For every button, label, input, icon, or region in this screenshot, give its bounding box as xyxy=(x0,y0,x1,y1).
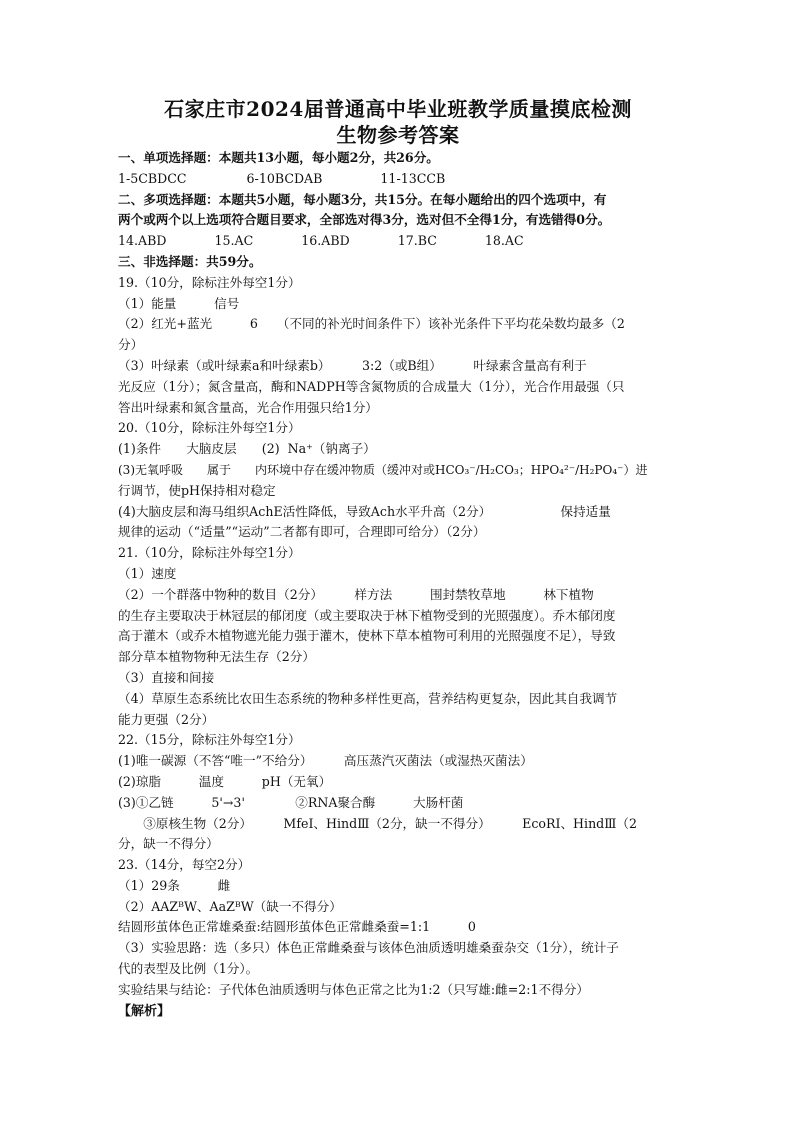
section1-answers xyxy=(118,169,678,190)
page-subtitle: 生物参考答案 xyxy=(336,123,460,147)
answer-line: （1）29条 雌 xyxy=(118,877,231,893)
section1-heading: 一、单项选择题：本题共13小题，每小题2分，共26分。 xyxy=(118,150,439,165)
answer-line: 实验结果与结论：子代体色油质透明与体色正常之比为1:2（只写雄:雌=2:1不得分） xyxy=(118,981,589,997)
answer-line: 20.（10分，除标注外每空1分） xyxy=(118,420,301,436)
answer-line: 23.（14分，每空2分） xyxy=(118,857,251,873)
answer-line: 19.（10分，除标注外每空1分） xyxy=(118,274,301,290)
section2-heading-a: 二、多项选择题：本题共5小题，每小题3分，共15分。在每小题给出的四个选项中，有 xyxy=(118,191,607,207)
answer-line: (3)①乙链 5'→3' ②RNA聚合酶 大肠杆菌 xyxy=(118,794,464,810)
section2-heading-b: 两个或两个以上选项符合题目要求，全部选对得3分，选对但不全得1分，有选错得0分。 xyxy=(118,212,611,228)
answer-line: （1）速度 xyxy=(118,565,177,581)
answer-line: 光反应（1分）；氮含量高，酶和NADPH等含氮物质的合成量大（1分），光合作用最强（只 xyxy=(118,378,625,394)
page-title: 石家庄市2024届普通高中毕业班教学质量摸底检测 xyxy=(164,97,632,121)
answer-line: 的生存主要取决于林冠层的郁闭度（或主要取决于林下植物受到的光照强度）。乔木郁闭度 xyxy=(118,607,616,623)
answer-line: 能力更强（2分） xyxy=(118,711,215,727)
answer-line: 规律的运动（“适量”“运动”二者都有即可，合理即可给分）（2分） xyxy=(118,524,486,540)
answer-item: 18.AC xyxy=(484,233,524,249)
answer-line: （3）实验思路：选（多只）体色正常雌桑蚕与该体色油质透明雄桑蚕杂交（1分），统计子 xyxy=(118,940,619,956)
answer-line: 代的表型及比例（1分）。 xyxy=(118,961,259,977)
answer-body xyxy=(118,273,678,1001)
answer-item: 17.BC xyxy=(397,233,437,249)
answer-line: 21.（10分，除标注外每空1分） xyxy=(118,545,301,561)
answer-line: （3）直接和间接 xyxy=(118,669,215,685)
section2-answers xyxy=(118,231,678,252)
answer-line: （2）AAZᴮW、AaZᴮW（缺一不得分） xyxy=(118,898,342,914)
answer-line: 分） xyxy=(118,337,144,353)
answer-line: （4）草原生态系统比农田生态系统的物种多样性更高，营养结构更复杂，因此其自我调节 xyxy=(118,690,618,706)
answer-item: 14.ABD xyxy=(118,233,167,249)
answer-line: (4)大脑皮层和海马组织AchE活性降低，导致Ach水平升高（2分） 保持适量 xyxy=(118,503,611,519)
answer-line: （2）红光+蓝光 6 （不同的补光时间条件下）该补光条件下平均花朵数均最多（2 xyxy=(118,316,625,332)
answer-line: ③原核生物（2分） MfeⅠ、HindⅢ（2分，缺一不得分） EcoRⅠ、HindⅢ（2 xyxy=(118,815,637,831)
answer-group: 1-5CBDCC xyxy=(118,170,187,186)
section3-heading: 三、非选择题：共59分。 xyxy=(118,253,262,269)
answer-line: （1）能量 信号 xyxy=(118,295,240,311)
answer-line: (1)唯一碳源（不答“唯一”不给分） 高压蒸汽灭菌法（或湿热灭菌法） xyxy=(118,753,533,769)
answer-line: (2)琼脂 温度 pH（无氧） xyxy=(118,773,332,789)
answer-line: 答出叶绿素和氮含量高，光合作用强只给1分） xyxy=(118,399,378,415)
answer-line: 分，缺一不得分） xyxy=(118,836,219,852)
answer-line: 22.（15分，除标注外每空1分） xyxy=(118,732,301,748)
answer-line: 高于灌木（或乔木植物遮光能力强于灌木，使林下草本植物可利用的光照强度不足），导致 xyxy=(118,628,616,644)
answer-line: 部分草本植物物种无法生存（2分） xyxy=(118,649,315,665)
answer-line: (1)条件 大脑皮层 (2) Na⁺（钠离子） xyxy=(118,441,376,457)
answer-line: 结圆形茧体色正常雄桑蚕:结圆形茧体色正常雌桑蚕=1:1 0 xyxy=(118,919,476,935)
analysis-heading: 【解析】 xyxy=(118,1004,171,1019)
answer-sheet xyxy=(118,96,678,1001)
answer-item: 15.AC xyxy=(214,233,254,249)
answer-group: 11-13CCB xyxy=(380,170,446,186)
answer-line: （3）叶绿素（或叶绿素a和叶绿素b） 3:2（或B组） 叶绿素含量高有利于 xyxy=(118,357,587,373)
answer-group: 6-10BCDAB xyxy=(246,170,323,186)
answer-line: (3)无氧呼吸 属于 内环境中存在缓冲物质（缓冲对或HCO₃⁻/H₂CO₃；HPO₄²⁻/H₂PO₄⁻）进 xyxy=(118,462,648,477)
answer-line: 行调节，使pH保持相对稳定 xyxy=(118,482,276,498)
answer-item: 16.ABD xyxy=(301,233,350,249)
answer-line: （2）一个群落中物种的数目（2分） 样方法 围封禁牧草地 林下植物 xyxy=(118,586,594,602)
